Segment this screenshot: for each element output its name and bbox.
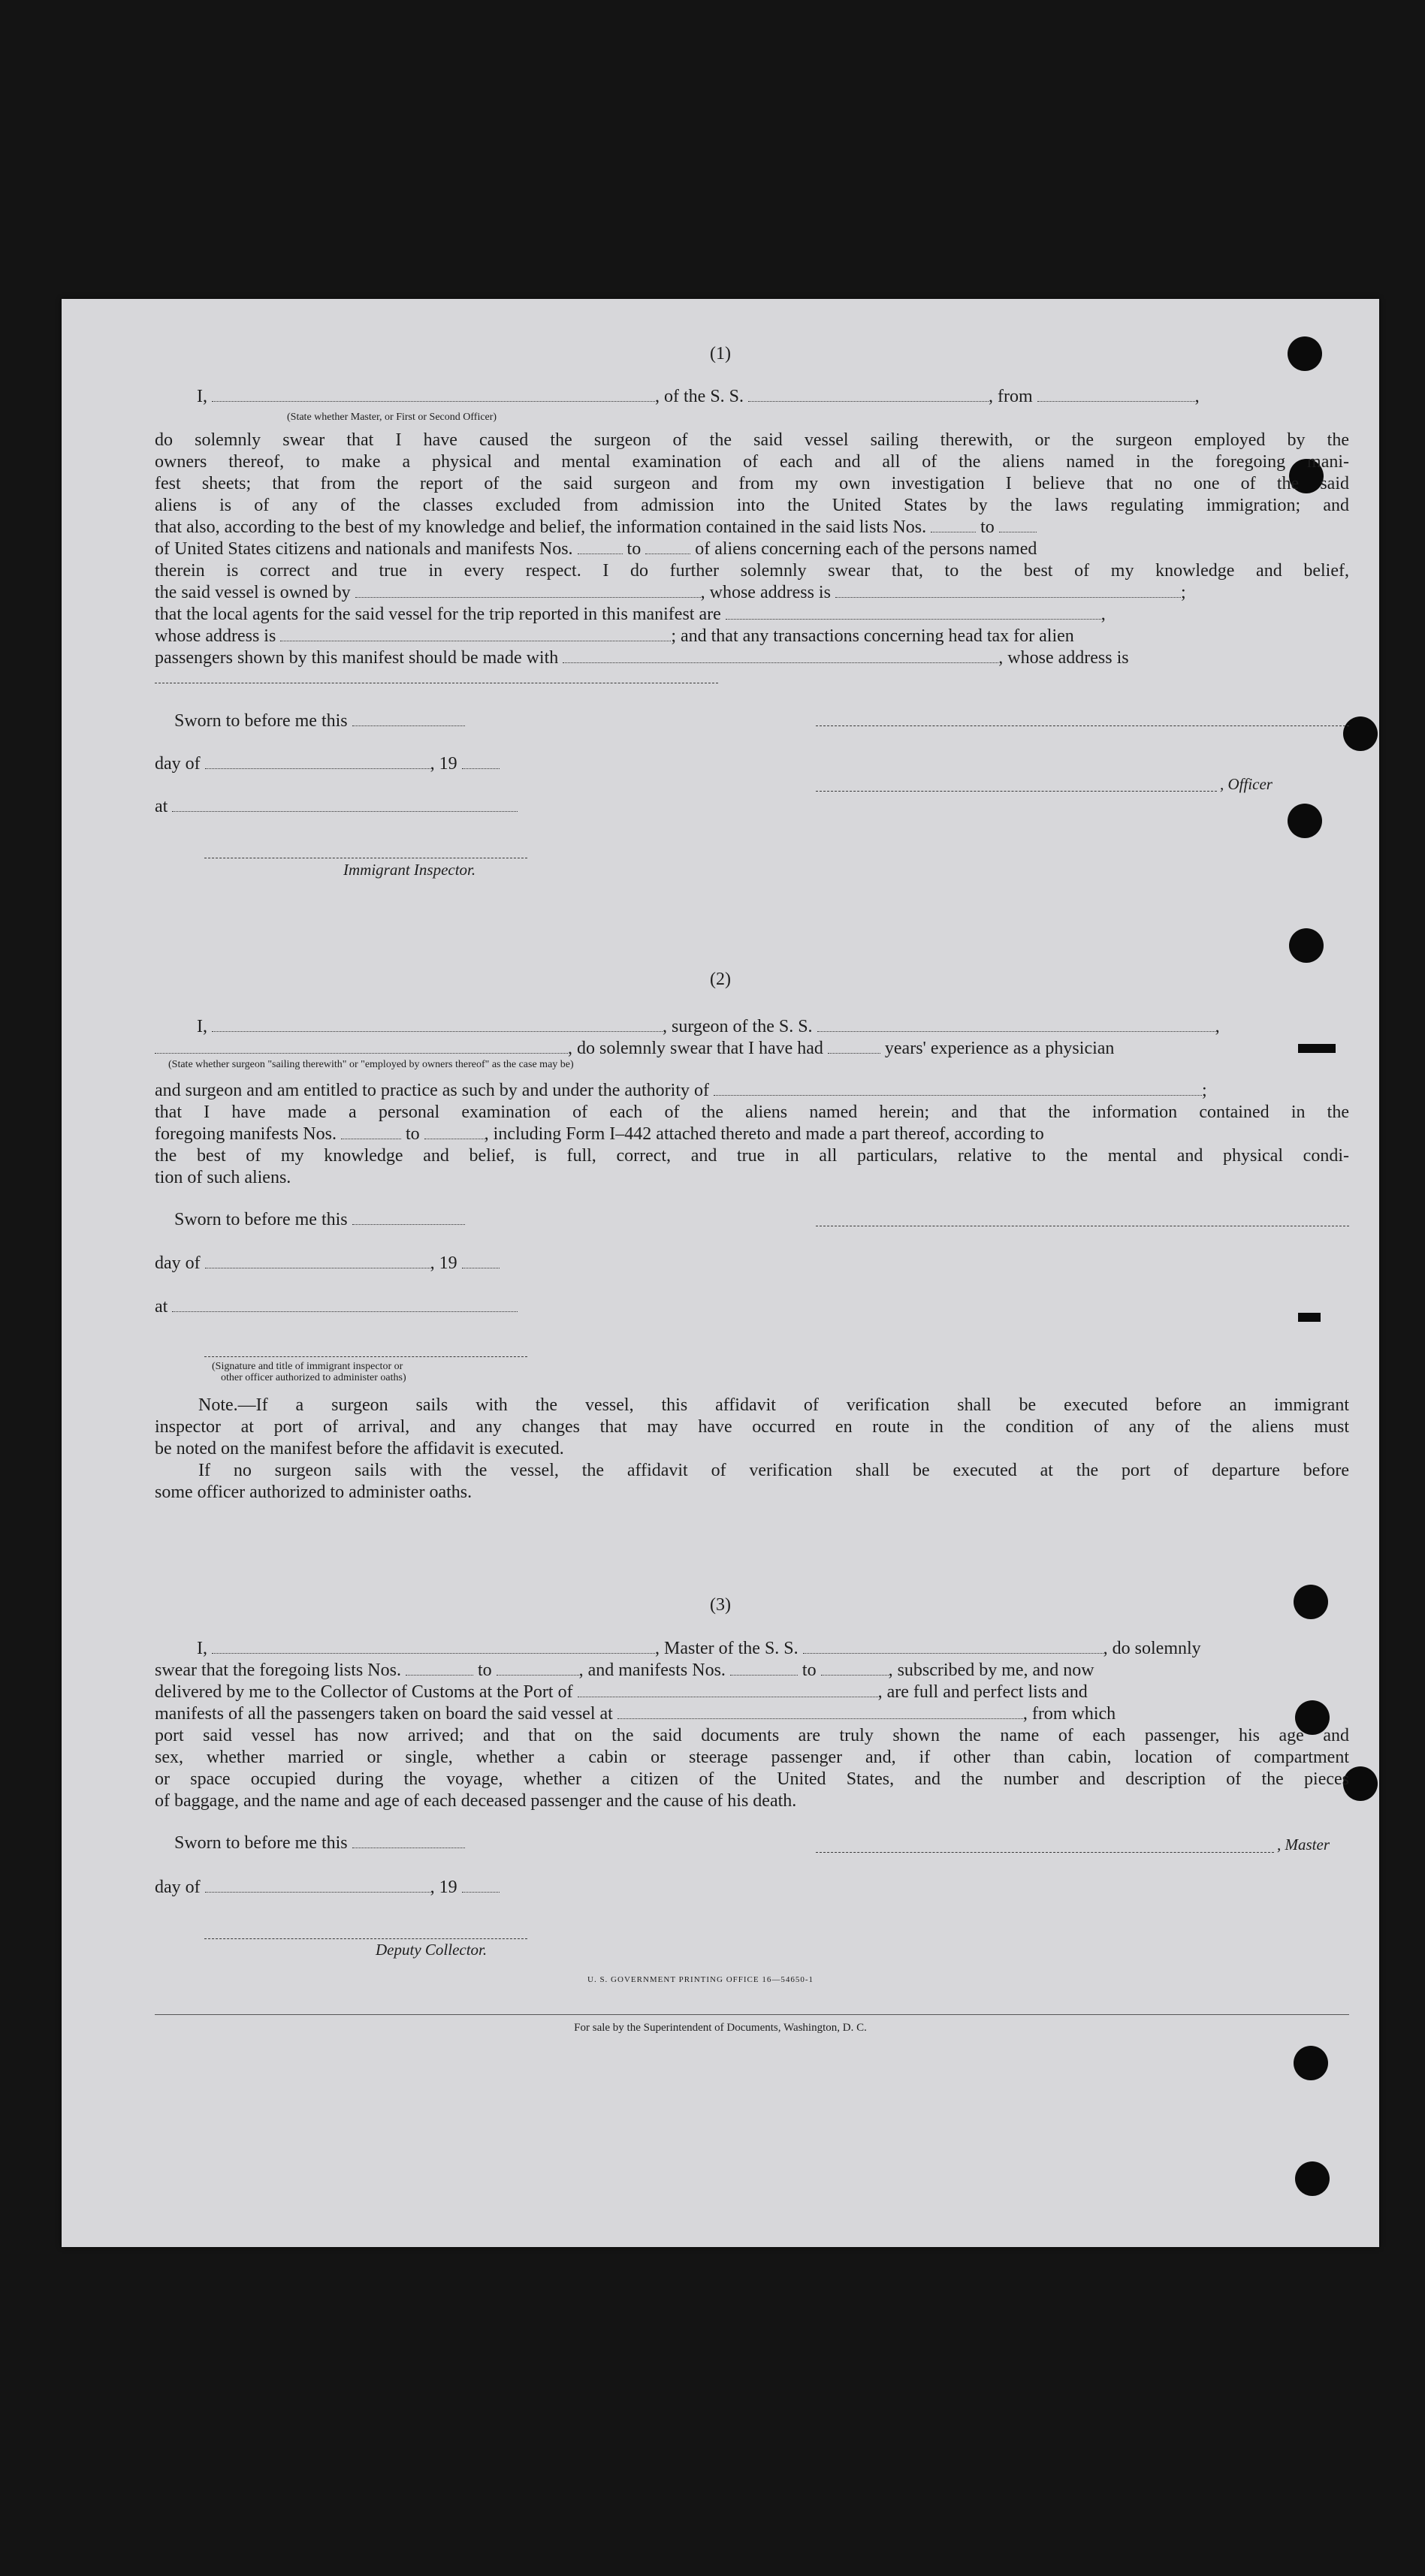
- s1-text: of United States citizens and nationals and manifests Nos.: [155, 539, 573, 559]
- s1-text: day of: [155, 754, 201, 774]
- punch-hole: [1289, 928, 1324, 963]
- section-2-number: (2): [710, 970, 731, 989]
- at-field[interactable]: [172, 804, 518, 812]
- from-field[interactable]: [1037, 394, 1195, 402]
- s1-text: , whose address is: [998, 648, 1129, 668]
- s3-text: delivered by me to the Collector of Customs at the Port of: [155, 1682, 573, 1702]
- s3-line-3: [155, 1682, 1349, 1703]
- s1-text: that also, according to the best of my knowledge and belief, the information contained in the said lists Nos.: [155, 517, 927, 537]
- head-tax-contact-field[interactable]: [563, 655, 998, 663]
- s1-text: the said vessel is owned by: [155, 583, 351, 602]
- s2-text: ,: [1215, 1017, 1220, 1036]
- port-field[interactable]: [578, 1689, 878, 1697]
- printing-office-imprint: U. S. GOVERNMENT PRINTING OFFICE 16—54650-1: [587, 1975, 814, 1984]
- s3-body-line: or space occupied during the voyage, whether a citizen of the United States, and the number and description of the pieces: [155, 1769, 1349, 1789]
- s3-text: , from which: [1022, 1704, 1116, 1724]
- note-line: If no surgeon sails with the vessel, the affidavit of verification shall be executed at the port of departure before: [198, 1461, 1349, 1480]
- s3-text: , and manifests Nos.: [578, 1661, 726, 1680]
- s3-text: , 19: [430, 1878, 457, 1897]
- punch-hole: [1295, 2161, 1330, 2196]
- officer-signature-line[interactable]: [816, 725, 1349, 726]
- manifest-verification-page: [62, 299, 1379, 2247]
- master-signature-line[interactable]: [816, 1852, 1274, 1853]
- s1-line-1: [197, 386, 1349, 408]
- section-3-number: (3): [710, 1595, 731, 1615]
- s2-body-line: that I have made a personal examination of each of the aliens named herein; and that the information contained in the: [155, 1102, 1349, 1122]
- officer-label: , Officer: [1220, 775, 1273, 793]
- s2-at: [155, 1296, 605, 1318]
- s1-line-11: [155, 582, 1349, 604]
- deputy-signature-line[interactable]: [204, 1938, 527, 1939]
- surgeon-status-caption: (State whether surgeon "sailing therewith" or "employed by owners thereof" as the case may be): [168, 1059, 574, 1070]
- note-line: be noted on the manifest before the affidavit is executed.: [155, 1439, 564, 1458]
- section-1-number: (1): [710, 344, 731, 363]
- s2-at-field[interactable]: [172, 1304, 518, 1312]
- rank-field[interactable]: [212, 394, 655, 402]
- s3-text: Sworn to before me this: [174, 1833, 348, 1853]
- master-label: , Master: [1277, 1835, 1330, 1854]
- s2-line-3: [155, 1080, 1349, 1102]
- surgeon-name-field[interactable]: [212, 1024, 663, 1032]
- s3-manifests-from-field[interactable]: [730, 1667, 798, 1676]
- s1-text: passengers shown by this manifest should be made with: [155, 648, 559, 668]
- binder-mark: [1298, 1313, 1321, 1322]
- s2-manifests-to-field[interactable]: [424, 1131, 485, 1139]
- s1-text: , 19: [430, 754, 457, 774]
- s3-text: , do solemnly: [1103, 1639, 1201, 1658]
- s2-text: years' experience as a physician: [884, 1039, 1115, 1058]
- s3-text: to: [477, 1661, 492, 1680]
- s3-line-2: [155, 1660, 1349, 1682]
- s1-line-14: [155, 647, 1349, 669]
- s3-day-of-field[interactable]: [205, 1884, 430, 1893]
- agents-field[interactable]: [726, 611, 1101, 620]
- s1-text: ;: [1180, 583, 1186, 602]
- s1-text: , whose address is: [700, 583, 831, 602]
- sworn-day-field[interactable]: [352, 718, 465, 726]
- s3-text: to: [802, 1661, 817, 1680]
- s1-text: ,: [1194, 387, 1200, 406]
- s1-text: of aliens concerning each of the persons named: [695, 539, 1037, 559]
- s2-text: ;: [1202, 1081, 1207, 1100]
- owner-address-field[interactable]: [835, 590, 1181, 598]
- s2-text: , including Form I–442 attached thereto and made a part thereof, according to: [484, 1124, 1044, 1144]
- s1-text: ; and that any transactions concerning head tax for alien: [671, 626, 1074, 646]
- s3-text: , Master of the S. S.: [655, 1639, 799, 1658]
- s1-text: I,: [197, 387, 207, 406]
- s2-sig-caption-1: (Signature and title of immigrant inspector or: [212, 1361, 403, 1372]
- surgeon-status-field[interactable]: [155, 1045, 568, 1054]
- years-experience-field[interactable]: [828, 1045, 880, 1054]
- note-line: inspector at port of arrival, and any changes that may have occurred en route in the condition of any of the aliens must: [155, 1417, 1349, 1437]
- s3-text: , subscribed by me, and now: [888, 1661, 1094, 1680]
- s3-ship-name-field[interactable]: [803, 1645, 1103, 1654]
- note-line: Note.—If a surgeon sails with the vessel, this affidavit of verification shall be executed before an immigrant: [198, 1395, 1349, 1415]
- s2-sworn: [174, 1209, 625, 1231]
- officer-title-line[interactable]: [816, 791, 1217, 792]
- s1-text: , from: [989, 387, 1033, 406]
- s3-lists-from-field[interactable]: [406, 1667, 473, 1676]
- s3-text: swear that the foregoing lists Nos.: [155, 1661, 401, 1680]
- s2-text: to: [405, 1124, 420, 1144]
- s1-text: to: [626, 539, 642, 559]
- s3-body-line: of baggage, and the name and age of each deceased passenger and the cause of his death.: [155, 1791, 797, 1811]
- s1-body-line: therein is correct and true in every respect. I do further solemnly swear that, to the best of my knowledge and belief,: [155, 561, 1349, 581]
- s2-text: foregoing manifests Nos.: [155, 1124, 337, 1144]
- s2-body-line: tion of such aliens.: [155, 1168, 291, 1187]
- master-name-field[interactable]: [212, 1645, 655, 1654]
- s3-day: [155, 1877, 605, 1899]
- manifests-to-field[interactable]: [645, 546, 690, 554]
- s1-text: , of the S. S.: [655, 387, 744, 406]
- s1-line-12: [155, 604, 1349, 626]
- s1-at: [155, 796, 605, 818]
- punch-hole: [1288, 804, 1322, 838]
- s3-text: manifests of all the passengers taken on board the said vessel at: [155, 1704, 613, 1724]
- s2-ship-name-field[interactable]: [817, 1024, 1215, 1032]
- s2-text: , surgeon of the S. S.: [663, 1017, 813, 1036]
- rank-caption: (State whether Master, or First or Second Officer): [287, 412, 497, 423]
- s2-sig-caption-2: other officer authorized to administer oaths): [221, 1372, 406, 1383]
- s2-line-2: [155, 1038, 1349, 1060]
- s1-text: Sworn to before me this: [174, 711, 348, 731]
- s1-body-line: fest sheets; that from the report of the said surgeon and from my own investigation I believe that no one of the said: [155, 474, 1349, 493]
- s2-text: Sworn to before me this: [174, 1210, 348, 1229]
- s3-body-line: port said vessel has now arrived; and that on the said documents are truly shown the name of each passenger, his age and: [155, 1726, 1349, 1745]
- s1-text: to: [980, 517, 995, 537]
- s1-body-line: owners thereof, to make a physical and mental examination of each and all of the aliens named in the foregoing mani-: [155, 452, 1349, 472]
- s3-year-field[interactable]: [462, 1884, 500, 1893]
- s1-sworn: [174, 710, 625, 732]
- s2-line-1: [197, 1016, 1349, 1038]
- s2-text: I,: [197, 1017, 207, 1036]
- s2-text: and surgeon and am entitled to practice as such by and under the authority of: [155, 1081, 709, 1100]
- s2-text: , 19: [430, 1253, 457, 1273]
- s1-line-8: [155, 517, 1349, 538]
- manifests-from-field[interactable]: [578, 546, 623, 554]
- authority-field[interactable]: [714, 1087, 1202, 1096]
- s1-day: [155, 753, 605, 775]
- s3-line-4: [155, 1703, 1349, 1725]
- s2-day: [155, 1253, 605, 1274]
- s3-text: day of: [155, 1878, 201, 1897]
- s2-text: day of: [155, 1253, 201, 1273]
- deputy-label: Deputy Collector.: [376, 1941, 488, 1959]
- ship-name-field[interactable]: [748, 394, 989, 402]
- note-line: some officer authorized to administer oaths.: [155, 1483, 472, 1502]
- s1-text: whose address is: [155, 626, 276, 646]
- s3-body-line: sex, whether married or single, whether a cabin or steerage passenger and, if other than cabin, location of compartment: [155, 1748, 1349, 1767]
- s2-text: at: [155, 1297, 168, 1317]
- s1-text: ,: [1100, 605, 1106, 624]
- lists-to-field[interactable]: [999, 524, 1037, 532]
- agents-address-field[interactable]: [280, 633, 671, 641]
- year-field[interactable]: [462, 761, 500, 769]
- s2-text: , do solemnly swear that I have had: [568, 1039, 823, 1058]
- sale-notice: For sale by the Superintendent of Documents, Washington, D. C.: [574, 2022, 867, 2034]
- s2-sworn-day-field[interactable]: [352, 1217, 465, 1225]
- s1-body-line: do solemnly swear that I have caused the surgeon of the said vessel sailing therewith, or the surgeon employed by the: [155, 430, 1349, 450]
- s2-body-line: the best of my knowledge and belief, is full, correct, and true in all particulars, relative to the mental and physical condi-: [155, 1146, 1349, 1166]
- s3-text: I,: [197, 1639, 207, 1658]
- punch-hole: [1294, 2046, 1328, 2080]
- s3-lists-to-field[interactable]: [497, 1667, 579, 1676]
- s3-sworn-day-field[interactable]: [352, 1840, 465, 1848]
- s2-day-of-field[interactable]: [205, 1260, 430, 1268]
- s3-sworn: [174, 1832, 625, 1854]
- day-of-field[interactable]: [205, 761, 430, 769]
- s1-text: at: [155, 797, 168, 816]
- s3-text: , are full and perfect lists and: [877, 1682, 1088, 1702]
- s1-line-9: [155, 538, 1349, 560]
- s3-manifests-to-field[interactable]: [821, 1667, 889, 1676]
- inspector-label: Immigrant Inspector.: [343, 861, 476, 879]
- s1-text: that the local agents for the said vessel for the trip reported in this manifest are: [155, 605, 721, 624]
- s1-body-line: aliens is of any of the classes excluded from admission into the United States by the laws regulating immigration; and: [155, 496, 1349, 515]
- s2-inspector-signature-line[interactable]: [204, 1356, 527, 1357]
- footer-rule: [155, 2014, 1349, 2015]
- s1-line-13: [155, 626, 1349, 647]
- owner-field[interactable]: [355, 590, 701, 598]
- embarkation-port-field[interactable]: [617, 1711, 1023, 1719]
- s2-year-field[interactable]: [462, 1260, 500, 1268]
- s3-line-1: [197, 1638, 1349, 1660]
- s2-manifests-from-field[interactable]: [341, 1131, 401, 1139]
- punch-hole: [1343, 716, 1378, 751]
- lists-from-field[interactable]: [931, 524, 976, 532]
- s2-line-5: [155, 1124, 1349, 1145]
